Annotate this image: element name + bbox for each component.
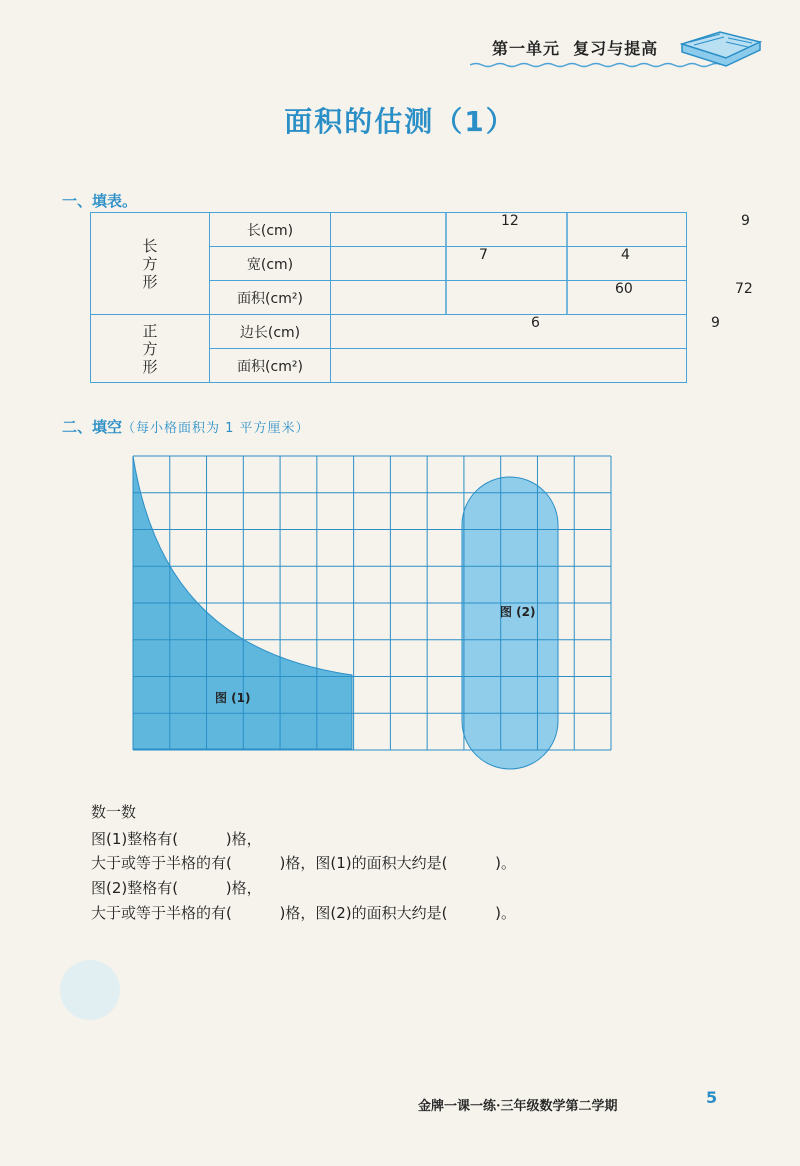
grid-svg bbox=[132, 455, 612, 775]
question-line: 图(1)整格有( )格， bbox=[91, 830, 262, 848]
table-row: 7 4 bbox=[331, 247, 687, 281]
row-label: 面积(cm²) bbox=[210, 349, 331, 383]
table-row: 60 72 bbox=[331, 281, 687, 315]
question-line: 大于或等于半格的有( )格，图(1)的面积大约是( )。 bbox=[91, 854, 517, 872]
row-label: 边长(cm) bbox=[210, 315, 331, 349]
page-title: 面积的估测（1） bbox=[284, 105, 516, 138]
section2-note: （每小格面积为 1 平方厘米） bbox=[122, 421, 310, 436]
section2-label: 二、填空（每小格面积为 1 平方厘米） bbox=[62, 418, 310, 436]
row-label: 长(cm) bbox=[210, 213, 331, 247]
rect-label: 长方形 bbox=[91, 213, 210, 315]
figure2-shape bbox=[462, 477, 558, 769]
question-line: 图(2)整格有( )格， bbox=[91, 879, 262, 897]
question-line: 大于或等于半格的有( )格，图(2)的面积大约是( )。 bbox=[91, 904, 517, 922]
page-number: 5 bbox=[706, 1088, 718, 1107]
unit-label: 第一单元 bbox=[492, 39, 561, 58]
decorative-circle bbox=[60, 960, 120, 1020]
figure-grid bbox=[132, 455, 612, 779]
table-dividers bbox=[90, 212, 690, 384]
table-row: 12 9 bbox=[331, 213, 687, 247]
book-icon bbox=[676, 14, 766, 72]
figure1-label: 图 (1) bbox=[215, 691, 251, 705]
header-text bbox=[492, 36, 658, 59]
table-row: 6 9 bbox=[331, 315, 687, 349]
row-label: 宽(cm) bbox=[210, 247, 331, 281]
question-line: 数一数 bbox=[91, 803, 137, 821]
section1-label: 一、填表。 bbox=[62, 192, 138, 210]
topic-label: 复习与提高 bbox=[573, 39, 659, 58]
row-label: 面积(cm²) bbox=[210, 281, 331, 315]
square-label: 正方形 bbox=[91, 315, 210, 383]
figure2-label: 图 (2) bbox=[500, 605, 536, 619]
footer-book-title: 金牌一课一练·三年级数学第二学期 bbox=[418, 1099, 618, 1114]
